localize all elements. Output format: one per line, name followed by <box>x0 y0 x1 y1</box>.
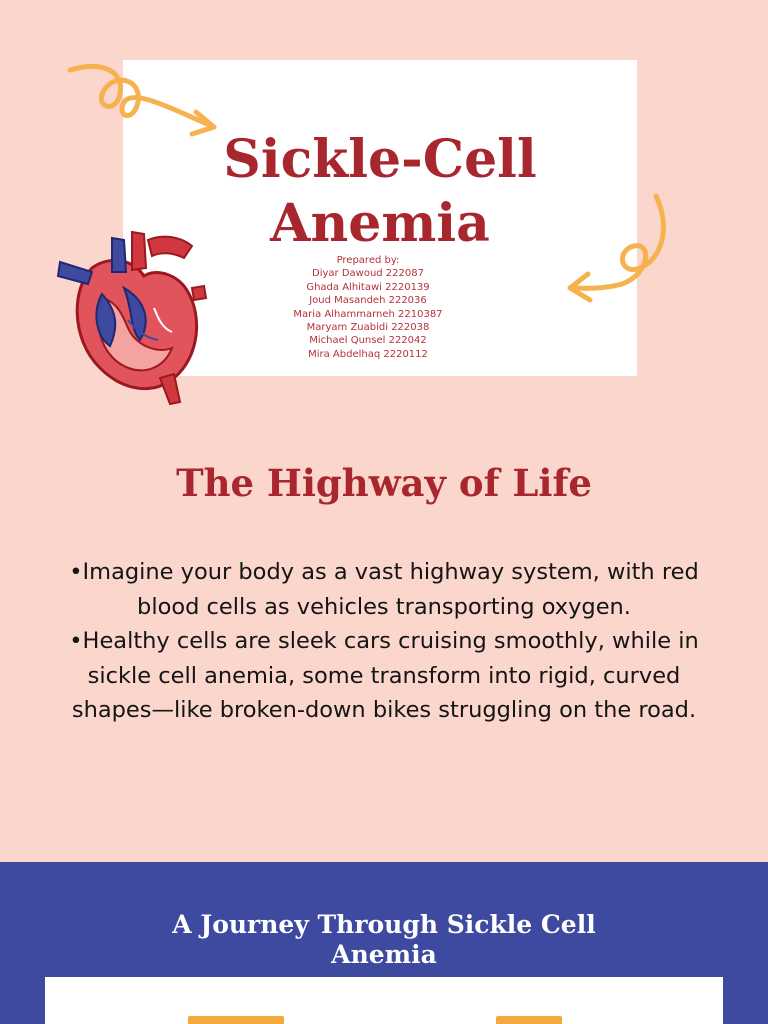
title-line-1: Sickle-Cell <box>223 129 537 190</box>
body-paragraph: •Imagine your body as a vast highway system, with red blood cells as vehicles transporting oxygen. <box>69 559 699 620</box>
journey-card-tab <box>188 1016 284 1024</box>
journey-title <box>134 910 634 970</box>
author-name: Mira Abdelhaq 2220112 <box>308 348 428 360</box>
poster-title <box>123 128 637 256</box>
author-name: Michael Qunsel 222042 <box>309 335 427 347</box>
journey-title-line-1: A Journey Through Sickle Cell <box>172 910 596 939</box>
prepared-by-label: Prepared by: <box>336 255 400 266</box>
author-name: Maryam Zuabidi 222038 <box>306 322 430 334</box>
credits-block <box>123 254 613 361</box>
journey-title-line-2: Anemia <box>331 940 437 969</box>
author-name: Ghada Alhitawi 2220139 <box>306 281 430 293</box>
journey-card <box>45 977 723 1024</box>
journey-card-tab <box>496 1016 562 1024</box>
author-name: Joud Masandeh 222036 <box>309 295 427 307</box>
section-body <box>60 555 708 728</box>
author-name: Maria Alhammarneh 2210387 <box>293 308 443 320</box>
section-title: The Highway of Life <box>176 461 592 505</box>
author-name: Diyar Dawoud 222087 <box>312 268 424 280</box>
body-paragraph: •Healthy cells are sleek cars cruising smoothly, while in sickle cell anemia, some transform into rigid, curved shapes—like broken-down bikes struggling on the road. <box>69 628 699 723</box>
title-line-2: Anemia <box>270 193 490 254</box>
